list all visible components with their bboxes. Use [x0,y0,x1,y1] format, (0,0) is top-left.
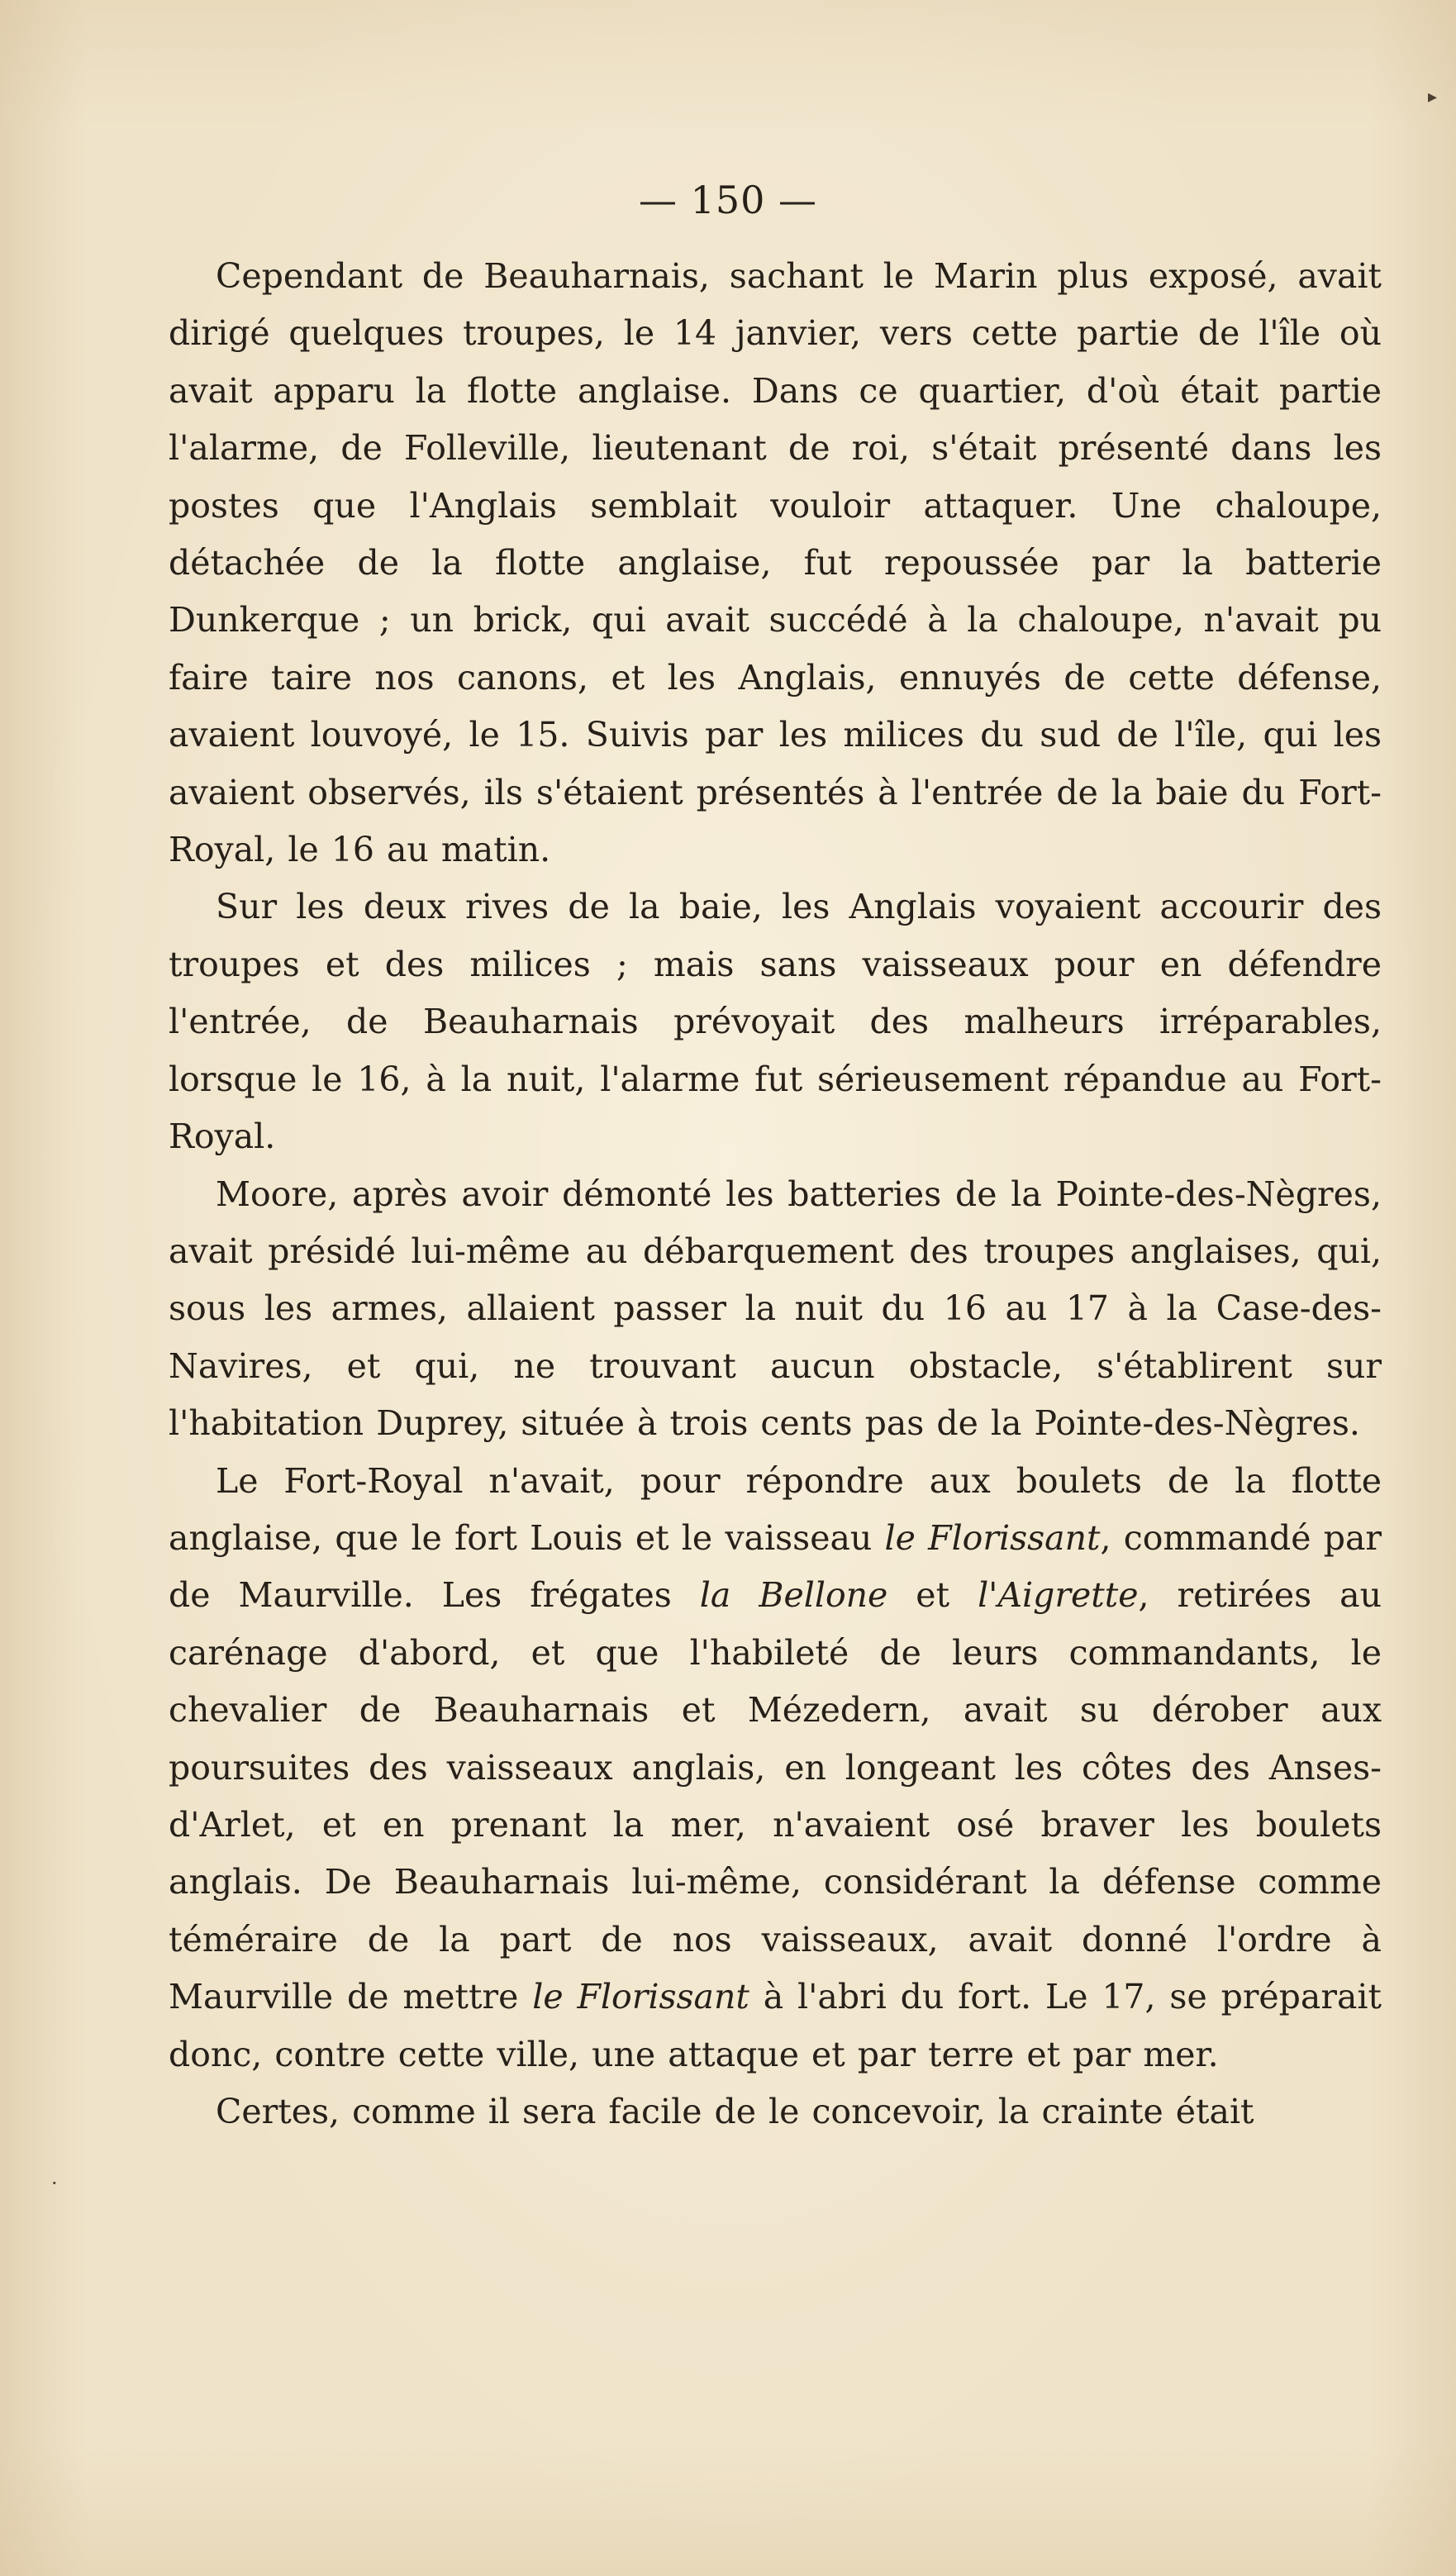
text-run: Sur les deux rives de la baie, les Anglais voyaient accourir des troupes et des milices ; mais sans vaisseaux pour en défendre l'entrée, de Beauharnais prévoyait des malheurs irréparables, lorsque le 16, à la nuit, l'alarme fut sérieusement répandue au Fort-Royal. [169,887,1382,1157]
italic-title-run: le Florissant [532,1977,749,2017]
text-run: Cependant de Beauharnais, sachant le Marin plus exposé, avait dirigé quelques troupes, le 14 janvier, vers cette partie de l'île où avait apparu la flotte anglaise. Dans ce quartier, d'où était partie l'alarme, de Folleville, lieutenant de roi, s'était présenté dans les postes que l'Anglais semblait vouloir attaquer. Une chaloupe, détachée de la flotte anglaise, fut repoussée par la batterie Dunkerque ; un brick, qui avait succédé à la chaloupe, n'avait pu faire taire nos canons, et les Anglais, ennuyés de cette défense, avaient louvoyé, le 15. Suivis par les milices du sud de l'île, qui les avaient observés, ils s'étaient présentés à l'entrée de la baie du Fort-Royal, le 16 au matin. [169,256,1382,870]
italic-title-run: l'Aigrette [978,1575,1139,1616]
ink-speck: · [51,2172,58,2195]
paragraph [169,2083,1382,2140]
paragraph [169,1166,1382,1453]
paragraph [169,879,1382,1165]
paragraph [169,248,1382,879]
page-number-header: — 150 — [638,178,818,222]
text-run: à l'abri du fort. Le 17, se préparait donc, contre cette ville, une attaque et par terre et par mer. [169,1977,1382,2074]
text-run: , retirées au carénage d'abord, et que l'habileté de leurs commandants, le chevalier de Beauharnais et Mézedern, avait su dérober aux poursuites des vaisseaux anglais, en longeant les côtes des Anses-d'Arlet, et en prenant la mer, n'avaient osé braver les boulets anglais. De Beauharnais lui-même, considérant la défense comme téméraire de la part de nos vaisseaux, avait donné l'ordre à Maurville de mettre [169,1575,1382,2017]
italic-title-run: la Bellone [699,1575,888,1616]
text-run: , commandé par de Maurville. Les frégates [169,1517,1382,1616]
body-text [169,248,1382,2140]
paragraph [169,1453,1382,2083]
text-run: Moore, après avoir démonté les batteries de la Pointe-des-Nègres, avait présidé lui-même au débarquement des troupes anglaises, qui, sous les armes, allaient passer la nuit du 16 au 17 à la Case-des-Navires, et qui, ne trouvant aucun obstacle, s'établirent sur l'habitation Duprey, située à trois cents pas de la Pointe-des-Nègres. [169,1174,1382,1444]
italic-title-run: le Florissant [884,1517,1101,1558]
text-run: Certes, comme il sera facile de le concevoir, la crainte était [216,2092,1254,2131]
text-run: Le Fort-Royal n'avait, pour répondre aux boulets de la flotte anglaise, que le fort Louis et le vaisseau [169,1460,1382,1558]
text-run: et [887,1575,978,1616]
ink-speck: ▸ [1428,87,1438,107]
